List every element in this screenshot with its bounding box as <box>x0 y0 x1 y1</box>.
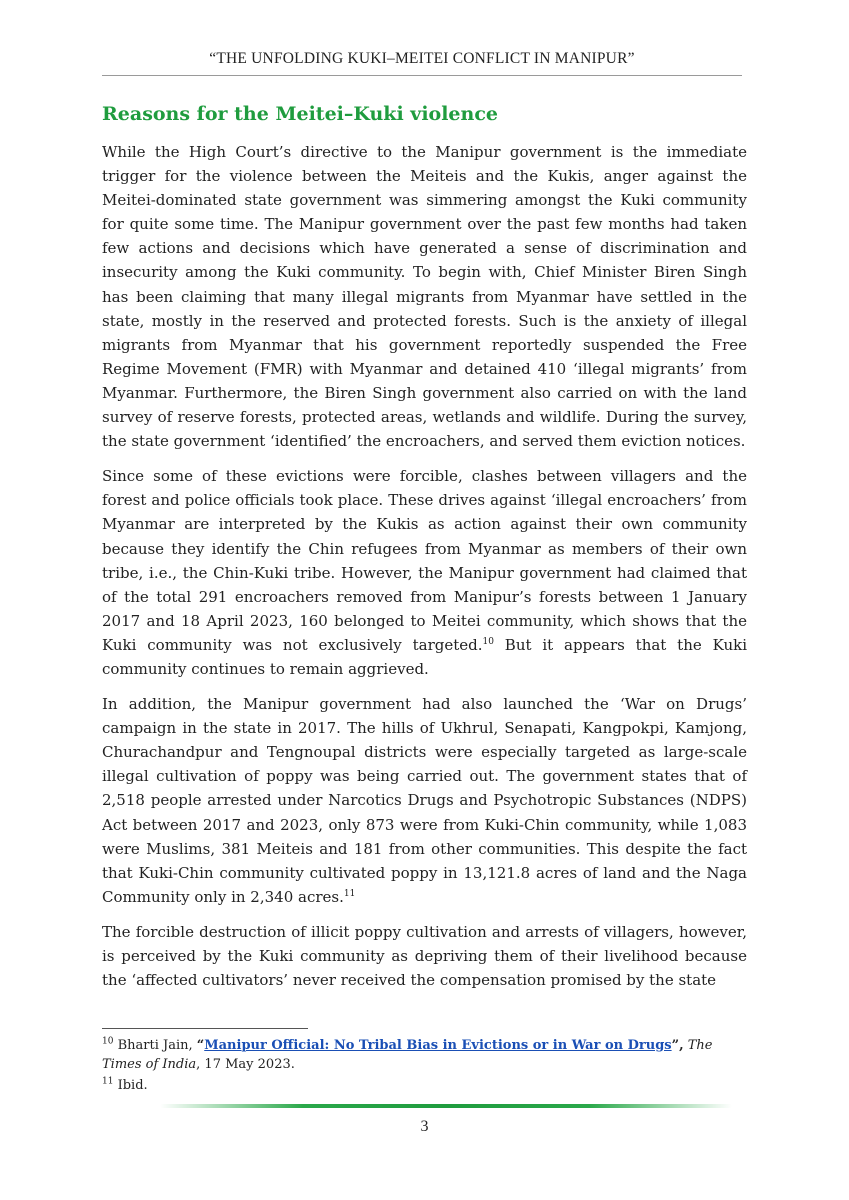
paragraph-3 <box>102 692 747 909</box>
quote-open: “ <box>196 1038 205 1053</box>
paragraph-2 <box>102 464 747 681</box>
footnote-text: Ibid. <box>113 1078 148 1093</box>
paragraph-2-text: Since some of these evictions were forcible, clashes between villagers and the forest and police officials took place. These drives against ‘illegal encroachers’ from Myanmar are interpreted by the Kukis as action against their own community because they identify the Chin refugees from Myanmar as members of their own tribe, i.e., the Chin-Kuki tribe. However, the Manipur government had claimed that of the total 291 encroachers removed from Manipur’s forests between 1 January 2017 and 18 April 2023, 160 belonged to Meitei community, which shows that the Kuki community was not exclusively targeted. <box>102 467 747 654</box>
footnote-ref-11[interactable]: 11 <box>343 888 356 899</box>
paragraph-4: The forcible destruction of illicit poppy cultivation and arrests of villagers, however, is perceived by the Kuki community as depriving them of their livelihood because the ‘affected cultivators’ never received the compensation promised by the state <box>102 922 747 990</box>
section-heading: Reasons for the Meitei–Kuki violence <box>102 103 498 125</box>
footnote-ref-10[interactable]: 10 <box>482 636 494 647</box>
footnote-publication: The Times of India <box>102 1038 713 1072</box>
footnote-11 <box>102 1076 747 1095</box>
footnote-10 <box>102 1036 747 1074</box>
footnote-author: Bharti Jain, <box>113 1038 197 1053</box>
page-number: 3 <box>420 1118 429 1135</box>
paragraph-3-text: In addition, the Manipur government had also launched the ‘War on Drugs’ campaign in the state in 2017. The hills of Ukhrul, Senapati, Kangpokpi, Kamjong, Churachandpur and Tengnoupal districts were especially targeted as large-scale illegal cultivation of poppy was being carried out. The government states that of 2,518 people arrested under Narcotics Drugs and Psychotropic Substances (NDPS) Act between 2017 and 2023, only 873 were from Kuki-Chin community, while 1,083 were Muslims, 381 Meiteis and 181 from other communities. This despite the fact that Kuki-Chin community cultivated poppy in 13,121.8 acres of land and the Naga Community only in 2,340 acres. <box>102 695 747 906</box>
footnote-article-link[interactable]: Manipur Official: No Tribal Bias in Evictions or in War on Drugs <box>204 1038 672 1053</box>
body-text <box>102 140 747 1003</box>
footer-divider <box>160 1104 732 1108</box>
quote-close: ”, <box>671 1038 684 1053</box>
footnote-divider <box>102 1028 308 1029</box>
header-divider <box>102 75 742 76</box>
footnote-date: , 17 May 2023. <box>196 1057 295 1072</box>
footnote-number: 10 <box>102 1036 114 1047</box>
footnote-number: 11 <box>102 1076 114 1087</box>
footnotes <box>102 1036 747 1097</box>
paragraph-1: While the High Court’s directive to the Manipur government is the immediate trigger for the violence between the Meiteis and the Kukis, anger against the Meitei-dominated state government was simmering amongst the Kuki community for quite some time. The Manipur government over the past few months had taken few actions and decisions which have generated a sense of discrimination and insecurity among the Kuki community. To begin with, Chief Minister Biren Singh has been claiming that many illegal migrants from Myanmar have settled in the state, mostly in the reserved and protected forests. Such is the anxiety of illegal migrants from Myanmar that his government reportedly suspended the Free Regime Movement (FMR) with Myanmar and detained 410 ‘illegal migrants’ from Myanmar. Furthermore, the Biren Singh government also carried on with the land survey of reserve forests, protected areas, wetlands and wildlife. During the survey, the state government ‘identified’ the encroachers, and served them eviction notices. <box>102 143 747 451</box>
running-header: “THE UNFOLDING KUKI–MEITEI CONFLICT IN MANIPUR” <box>209 50 635 67</box>
paragraph-2-text-end: But it appears that the Kuki community continues to remain aggrieved. <box>102 635 747 678</box>
